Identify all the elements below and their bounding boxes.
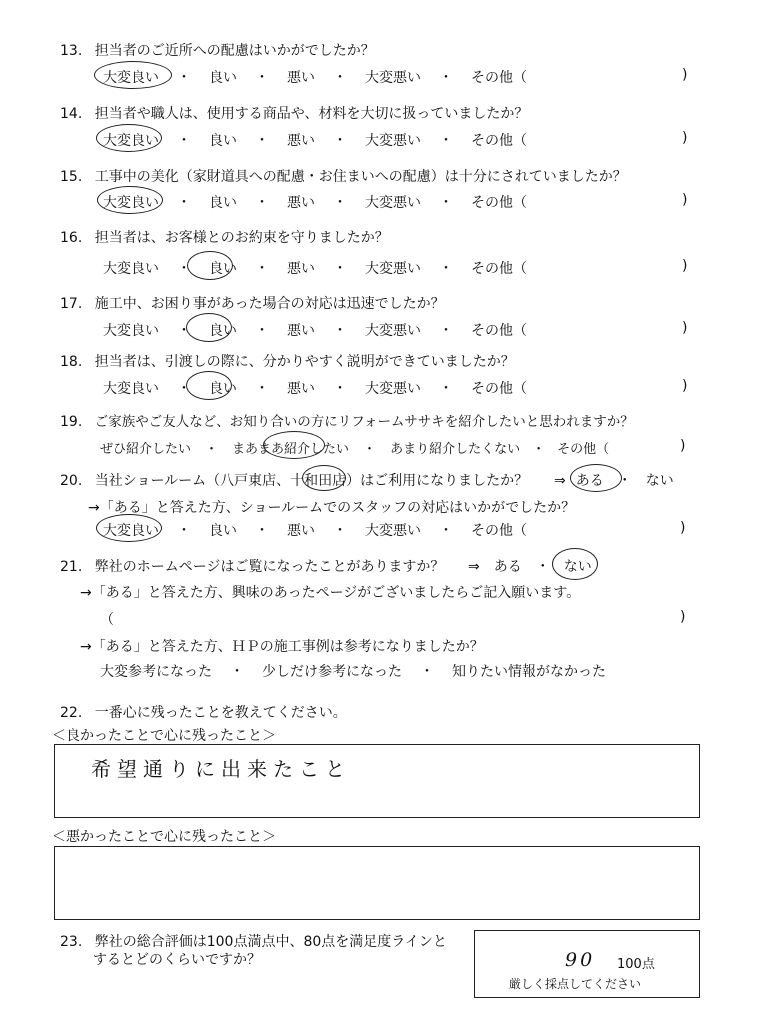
- answer-circle: [186, 313, 232, 342]
- question-14: 14. 担当者や職人は、使用する商品や、材料を大切に扱っていましたか？: [60, 106, 529, 122]
- homepage-followup-1: →「ある」と答えた方、興味のあったページがございましたらご記入願います。: [80, 585, 581, 601]
- score-box: [474, 930, 700, 998]
- score-value: 90: [565, 949, 596, 971]
- answer-circle: [96, 514, 162, 542]
- good-memory-answer: 希望通りに出来たこと: [91, 757, 351, 781]
- paren-close: ): [682, 378, 688, 394]
- paren-close: ): [682, 130, 688, 146]
- question-17: 17. 施工中、お困り事があった場合の対応は迅速でしたか？: [60, 296, 445, 312]
- question-13: [60, 40, 375, 60]
- answer-circle: [94, 61, 172, 89]
- paren-close: ): [680, 520, 686, 536]
- question-number: 13.: [60, 43, 83, 59]
- homepage-followup-2: →「ある」と答えた方、ＨＰの施工事例は参考になりましたか？: [80, 639, 484, 655]
- answer-circle: [96, 124, 162, 152]
- paren-close: ): [682, 258, 688, 274]
- showroom-followup: →「ある」と答えた方、ショールームでのスタッフの対応はいかがでしたか？: [88, 500, 576, 516]
- bad-memory-label: ＜悪かったことで心に残ったこと＞: [52, 829, 276, 845]
- answer-circle: [263, 431, 325, 459]
- score-max: 100点: [617, 957, 655, 972]
- good-memory-label: ＜良かったことで心に残ったこと＞: [52, 728, 276, 744]
- question-23-line2: するとどのくらいですか？: [93, 952, 261, 968]
- answer-circle: [186, 371, 232, 400]
- rating-row-16: 大変良い ・ 良い ・ 悪い ・ 大変悪い ・ その他（: [103, 261, 527, 277]
- answer-circle: [570, 464, 622, 492]
- homepage-answer: ⇒ ある ・ ない: [468, 559, 592, 575]
- paren-close: ): [682, 320, 688, 336]
- question-16: 16. 担当者は、お客様とのお約束を守りましたか？: [60, 230, 389, 246]
- good-memory-box: [54, 744, 700, 818]
- rating-row-17: 大変良い ・ 良い ・ 悪い ・ 大変悪い ・ その他（: [103, 323, 527, 339]
- rating-row-14: 大変良い ・ 良い ・ 悪い ・ 大変悪い ・ その他（: [103, 133, 527, 149]
- paren-close: ): [680, 609, 686, 625]
- rating-row-18: 大変良い ・ 良い ・ 悪い ・ 大変悪い ・ その他（: [103, 381, 527, 397]
- answer-circle: [97, 186, 163, 214]
- rating-row-13: 大変良い ・ 良い ・ 悪い ・ 大変悪い ・ その他（: [103, 70, 527, 86]
- question-23: 23. 弊社の総合評価は100点満点中、80点を満足度ラインと: [60, 934, 447, 950]
- answer-circle: [187, 251, 233, 280]
- question-19: 19. ご家族やご友人など、お知り合いの方にリフォームササキを紹介したいと思われますか？: [60, 414, 634, 430]
- answer-circle: [302, 465, 346, 491]
- referral-row: ぜひ紹介したい ・ まあまあ紹介したい ・ あまり紹介したくない ・ その他（: [100, 442, 610, 457]
- question-15: 15. 工事中の美化（家財道具への配慮・お住まいへの配慮）は十分にされていましたか？: [60, 169, 627, 185]
- question-22: 22. 一番心に残ったことを教えてください。: [60, 705, 347, 721]
- question-20: 20. 当社ショールーム（八戸東店、十和田店）はご利用になりましたか？: [60, 473, 529, 489]
- score-note: 厳しく採点してください: [509, 977, 642, 991]
- paren-open: （: [100, 612, 114, 628]
- answer-circle: [552, 548, 598, 580]
- paren-close: ): [682, 192, 688, 208]
- showroom-answer: ⇒ ある ・ ない: [554, 473, 674, 489]
- paren-close: ): [680, 438, 686, 454]
- paren-close: ): [682, 67, 688, 83]
- rating-row-20: 大変良い ・ 良い ・ 悪い ・ 大変悪い ・ その他（: [103, 523, 527, 539]
- question-18: 18. 担当者は、引渡しの際に、分かりやすく説明ができていましたか？: [60, 354, 515, 370]
- rating-row-15: 大変良い ・ 良い ・ 悪い ・ 大変悪い ・ その他（: [103, 195, 527, 211]
- question-text: 担当者のご近所への配慮はいかがでしたか？: [94, 43, 375, 59]
- bad-memory-box: [54, 846, 700, 920]
- reference-row: 大変参考になった ・ 少しだけ参考になった ・ 知りたい情報がなかった: [100, 664, 606, 680]
- question-21: 21. 弊社のホームページはご覧になったことがありますか？: [60, 559, 445, 575]
